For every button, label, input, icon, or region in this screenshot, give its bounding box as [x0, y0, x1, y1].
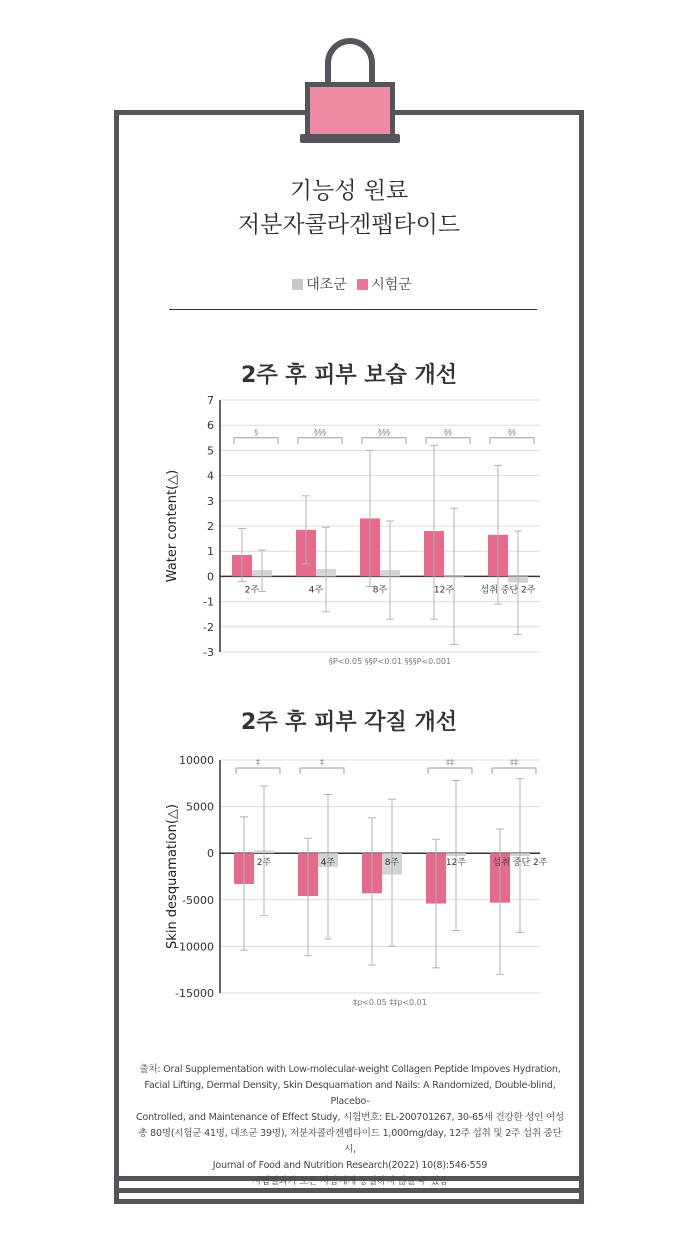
chart-2-desquamation	[150, 745, 550, 1010]
y-tick-label: 7	[207, 394, 214, 407]
y-tick-label: -2	[203, 620, 214, 634]
y-tick-label: 0	[207, 847, 214, 861]
significance-bracket	[492, 768, 536, 774]
y-axis-label: Skin desquamation(△)	[165, 804, 180, 949]
category-label: 4주	[308, 585, 324, 596]
significance-note: §P<0.05 §§P<0.01 §§§P<0.001	[328, 657, 452, 666]
binder-clip-band	[300, 134, 400, 143]
significance-marker: ‡‡	[510, 758, 518, 767]
significance-marker: §§	[444, 427, 452, 437]
category-label: 12주	[433, 585, 455, 596]
title-line-1: 기능성 원료	[289, 178, 409, 204]
significance-bracket	[234, 438, 278, 444]
source-line: 출처: Oral Supplementation with Low-molecular-weight Collagen Peptide Impoves Hydration,	[139, 1064, 561, 1075]
y-tick-label: 1	[207, 545, 214, 559]
significance-marker: §§§	[378, 427, 390, 437]
y-axis-label: Water content(△)	[165, 469, 180, 583]
source-citation	[132, 1062, 568, 1190]
category-label: 12주	[445, 858, 467, 869]
binder-clip-icon	[305, 82, 395, 140]
category-label: 섭취 중단 2주	[492, 858, 548, 869]
y-tick-label: 10000	[179, 754, 214, 767]
significance-bracket	[426, 438, 470, 444]
significance-bracket	[298, 438, 342, 444]
chart-2-title: 2주 후 피부 각질 개선	[241, 710, 457, 735]
y-tick-label: 3	[207, 494, 214, 508]
legend-test-swatch	[357, 279, 368, 290]
category-label: 8주	[384, 858, 400, 869]
source-line: Facial Lifting, Dermal Density, Skin Desquamation and Nails: A Randomized, Double-blind, Placebo-	[144, 1080, 556, 1107]
divider	[169, 309, 537, 310]
y-tick-label: 6	[207, 419, 214, 433]
y-tick-label: 5	[207, 444, 214, 458]
source-line: 총 80명(시험군 41명, 대조군 39명), 저분자콜라겐펩타이드 1,000mg/day, 12주 섭취 및 2주 섭취 중단 시,	[138, 1128, 562, 1155]
category-label: 8주	[372, 585, 388, 596]
category-label: 2주	[244, 585, 260, 596]
y-tick-label: -3	[203, 646, 214, 659]
significance-marker: §§§	[314, 427, 326, 437]
significance-marker: ‡	[320, 758, 324, 767]
significance-bracket	[490, 438, 534, 444]
significance-bracket	[236, 768, 280, 774]
y-tick-label: 0	[207, 570, 214, 584]
significance-bracket	[428, 768, 472, 774]
legend-control-label: 대조군	[306, 277, 347, 293]
legend-test-label: 시험군	[371, 277, 412, 293]
source-line: Controlled, and Maintenance of Effect Study, 시험번호: EL-200701267, 30-65세 건강한 성인 여성	[136, 1112, 564, 1123]
chart-1-moisture	[150, 390, 550, 670]
y-tick-label: -5000	[182, 893, 214, 907]
significance-marker: ‡‡	[446, 758, 454, 767]
significance-bracket	[300, 768, 344, 774]
significance-bracket	[362, 438, 406, 444]
y-tick-label: -15000	[175, 987, 214, 1000]
y-tick-label: -1	[203, 595, 214, 609]
significance-marker: §§	[508, 427, 516, 437]
category-label: 2주	[256, 858, 272, 869]
source-line: Journal of Food and Nutrition Research(2022) 10(8):546-559	[212, 1160, 488, 1171]
chart-1-title: 2주 후 피부 보습 개선	[241, 363, 457, 388]
significance-marker: ‡	[256, 758, 260, 767]
y-tick-label: 2	[207, 520, 214, 533]
y-tick-label: -10000	[175, 940, 214, 954]
legend-control-swatch	[292, 279, 303, 290]
title-line-2: 저분자콜라겐펩타이드	[237, 212, 461, 238]
significance-marker: §	[254, 427, 258, 437]
source-line: 시험결과가 모든 사람에게 동일하지 않을 수 있음	[251, 1176, 449, 1187]
significance-note: ‡p<0.05 ‡‡p<0.01	[353, 998, 427, 1007]
category-label: 4주	[320, 858, 336, 869]
category-label: 섭취 중단 2주	[480, 585, 536, 596]
y-tick-label: 4	[207, 469, 214, 483]
legend	[114, 274, 584, 294]
y-tick-label: 5000	[186, 800, 214, 814]
